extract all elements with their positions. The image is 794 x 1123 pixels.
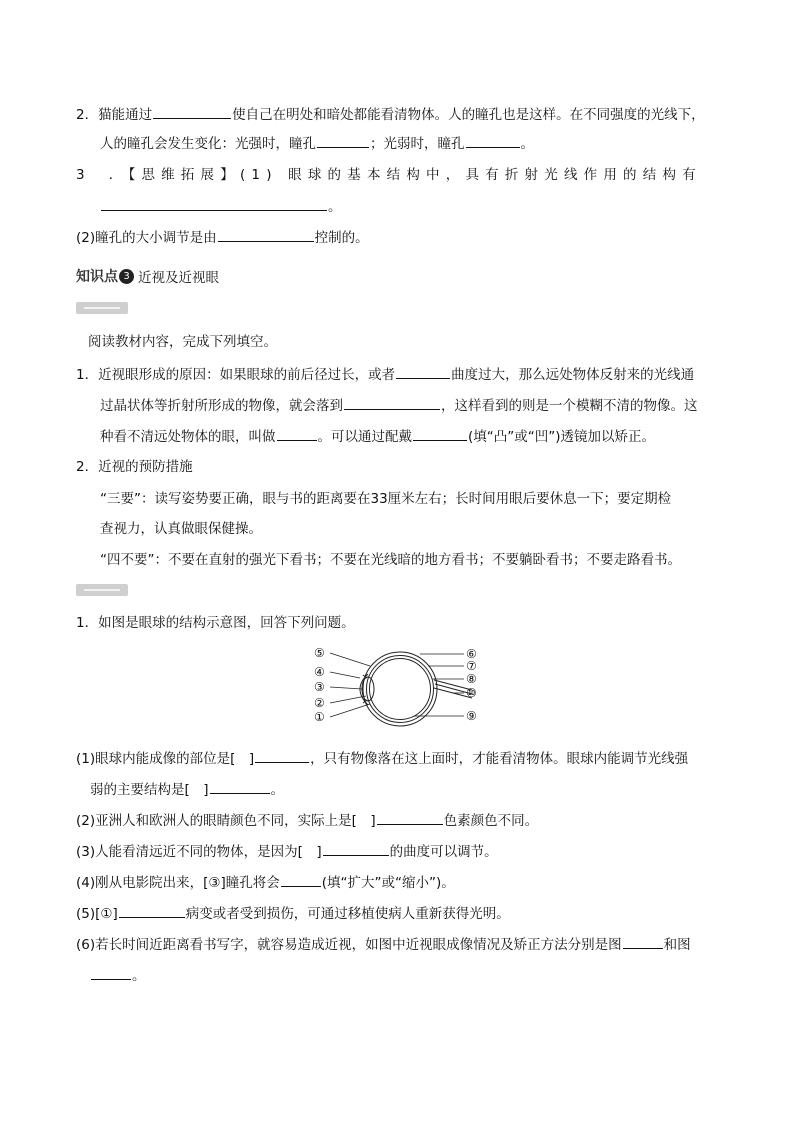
p1-line-3: 种看不清远处物体的眼，叫做 。可以通过配戴 (填“凸”或“凹”)透镜加以矫正。 <box>100 426 655 447</box>
sub-6-line-2: 。 <box>90 965 146 986</box>
diagram-label-6: ⑥ <box>466 647 477 661</box>
p1-line-2: 过晶状体等折射所形成的物像，就会落到 ，这样看到的则是一个模糊不清的物像。这 <box>100 395 698 416</box>
answer-blank[interactable] <box>119 903 185 918</box>
q3-part-2: (2)瞳孔的大小调节是由 控制的。 <box>76 227 369 248</box>
diagram-label-9: ⑨ <box>466 709 477 723</box>
q3-line-2: 。 <box>100 196 342 217</box>
intro-text: 阅读教材内容，完成下列填空。 <box>88 334 277 350</box>
answer-blank[interactable] <box>344 395 440 410</box>
diagram-label-2: ② <box>314 696 325 710</box>
q3-line-1: 3 ．【思维拓展】(1) 眼球的基本结构中，具有折射光线作用的结构有 <box>76 167 702 183</box>
answer-blank[interactable] <box>91 965 131 980</box>
diagram-label-5: ⑤ <box>314 646 325 660</box>
answer-blank[interactable] <box>255 748 309 763</box>
answer-blank[interactable] <box>377 810 443 825</box>
p2-line-2: 查视力，认真做眼保健操。 <box>100 521 262 537</box>
answer-blank[interactable] <box>281 872 321 887</box>
sub-1-line-1: (1)眼球内能成像的部位是[ ] ，只有物像落在这上面时，才能看清物体。眼球内能调节光线强 <box>76 748 688 769</box>
section-number-badge: 3 <box>119 269 134 284</box>
p2-title: 2．近视的预防措施 <box>76 459 193 475</box>
study-tag-icon <box>76 302 128 314</box>
answer-blank[interactable] <box>153 104 231 119</box>
exercise-title: 1．如图是眼球的结构示意图，回答下列问题。 <box>76 615 355 631</box>
sub-6-line-1: (6)若长时间近距离看书写字，就容易造成近视，如图中近视眼成像情况及矫正方法分别是图 和图 <box>76 934 691 955</box>
q2-line-1: 2．猫能通过 使自己在明处和暗处都能看清物体。人的瞳孔也是这样。在不同强度的光线下， <box>76 104 705 125</box>
answer-blank[interactable] <box>101 196 327 211</box>
section-title: 近视及近视眼 <box>138 270 219 286</box>
diagram-label-7: ⑦ <box>466 659 477 673</box>
answer-blank[interactable] <box>210 779 270 794</box>
section-header <box>76 265 219 287</box>
p2-line-3: “四不要”：不要在直射的强光下看书；不要在光线暗的地方看书；不要躺卧看书；不要走路看书。 <box>100 552 681 568</box>
p2-line-1: “三要”：读写姿势要正确，眼与书的距离要在33厘米左右；长时间用眼后要休息一下；要定期检 <box>100 491 672 507</box>
answer-blank[interactable] <box>466 133 520 148</box>
sub-3: (3)人能看清远近不同的物体，是因为[ ] 的曲度可以调节。 <box>76 841 498 862</box>
diagram-label-8: ⑧ <box>466 672 477 686</box>
diagram-label-10: ⑩ <box>466 686 477 700</box>
exercise-tag-icon <box>76 584 128 596</box>
diagram-label-4: ④ <box>314 665 325 679</box>
answer-blank[interactable] <box>277 426 317 441</box>
section-label: 知识点 <box>76 269 118 285</box>
answer-blank[interactable] <box>323 841 389 856</box>
answer-blank[interactable] <box>218 227 314 242</box>
diagram-label-3: ③ <box>314 680 325 694</box>
q2-line-2: 人的瞳孔会发生变化：光强时，瞳孔 ；光弱时，瞳孔 。 <box>100 133 534 154</box>
eye-structure-diagram <box>312 644 492 728</box>
answer-blank[interactable] <box>413 426 467 441</box>
answer-blank[interactable] <box>623 934 663 949</box>
p1-line-1: 1．近视眼形成的原因：如果眼球的前后径过长，或者 曲度过大，那么远处物体反射来的光线通 <box>76 364 694 385</box>
sub-2: (2)亚洲人和欧洲人的眼睛颜色不同，实际上是[ ] 色素颜色不同。 <box>76 810 538 831</box>
answer-blank[interactable] <box>396 364 450 379</box>
sub-1-line-2: 弱的主要结构是[ ] 。 <box>90 779 284 800</box>
diagram-label-1: ① <box>314 710 325 724</box>
answer-blank[interactable] <box>317 133 369 148</box>
sub-4: (4)刚从电影院出来，[③]瞳孔将会 (填“扩大”或“缩小”)。 <box>76 872 455 893</box>
sub-5: (5)[①] 病变或者受到损伤，可通过移植使病人重新获得光明。 <box>76 903 510 924</box>
